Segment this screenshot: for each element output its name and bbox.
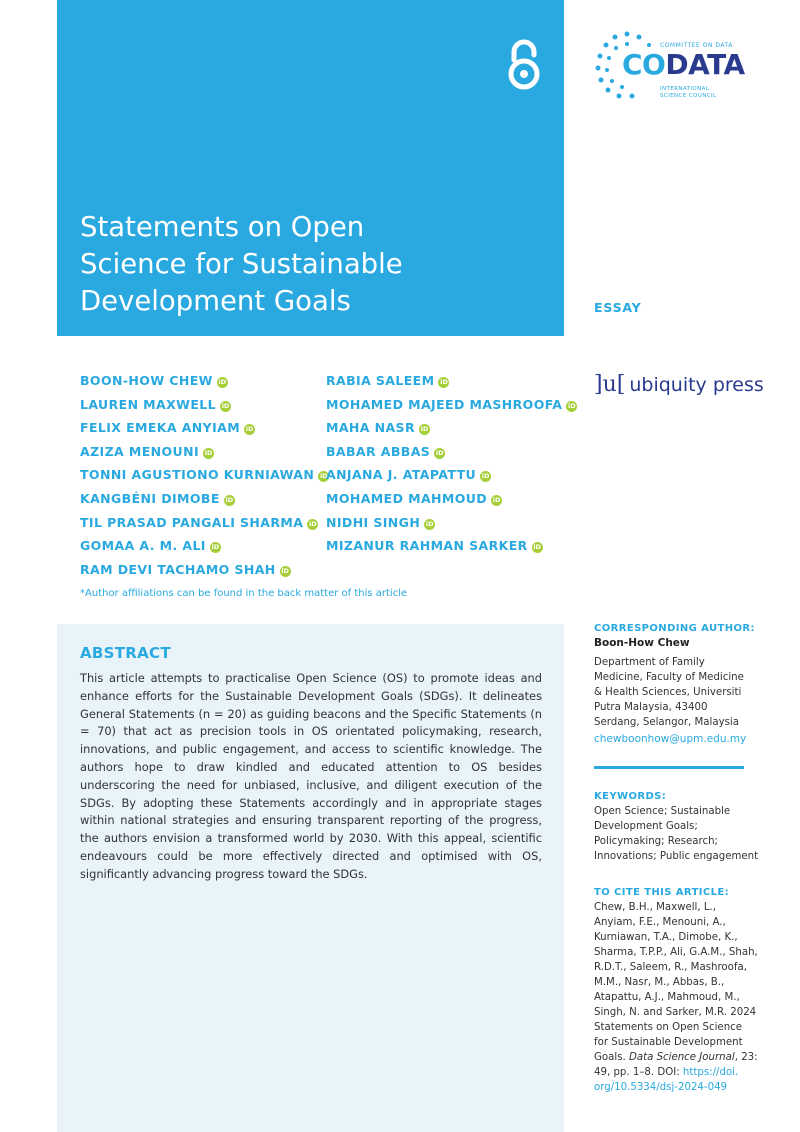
orcid-icon[interactable]: iD [420, 425, 429, 434]
publisher-name: ubiquity press [629, 374, 764, 396]
keywords-heading: KEYWORDS: [594, 791, 667, 802]
orcid-icon[interactable]: iD [533, 543, 541, 552]
citation-line: R.D.T., Saleem, R., Mashroofa, [594, 962, 747, 973]
codata-bottom-line: SCIENCE COUNCIL [660, 93, 717, 99]
author-name [80, 491, 235, 506]
author-label: MIZANUR RAHMAN SARKER [326, 538, 528, 554]
citation-line: Kurniawan, T.A., Dimobe, K., [594, 932, 738, 943]
doi-link-cont[interactable]: org/10.5334/dsj-2024-049 [594, 1082, 728, 1093]
author-label: TONNI AGUSTIONO KURNIAWAN [80, 467, 315, 483]
author-name [80, 467, 329, 482]
citation-text [594, 900, 758, 1095]
author-label: GOMAA A. M. ALI [80, 538, 206, 554]
citation-line: Sharma, T.P.P., Ali, G.A.M., Shah, [594, 947, 758, 958]
author-name [326, 491, 502, 506]
author-name [326, 538, 543, 553]
codata-wordmark [622, 48, 745, 81]
codata-logo [592, 30, 752, 102]
author-name [80, 538, 221, 553]
author-label: BABAR ABBAS [326, 443, 431, 459]
doi-link[interactable]: https://doi. [682, 1067, 739, 1078]
author-name [326, 373, 449, 388]
orcid-icon[interactable]: iD [218, 378, 227, 386]
orcid-icon[interactable]: iD [425, 519, 434, 528]
address-line: Medicine, Faculty of Medicine [594, 672, 744, 683]
author-label: BOON-HOW CHEW [80, 373, 213, 388]
orcid-icon[interactable]: iD [281, 566, 289, 575]
author-name [80, 373, 228, 388]
citation-line [594, 1080, 758, 1095]
author-label: FELIX EMEKA ANYIAM [80, 420, 241, 436]
citation-pages: 49, pp. 1–8. DOI: [594, 1067, 683, 1078]
citation-goals: Goals. [594, 1052, 626, 1063]
affiliation-note: *Author affiliations can be found in the back matter of this article [80, 588, 408, 599]
author-label: MAHA NASR [326, 420, 415, 436]
corresponding-address [594, 655, 744, 730]
corresponding-email-link[interactable]: chewboonhow@upm.edu.my [594, 733, 747, 745]
author-name [80, 562, 291, 577]
author-name [326, 420, 430, 435]
author-name [326, 397, 577, 412]
address-line: Putra Malaysia, 43400 [594, 702, 708, 713]
citation-line: Statements on Open Science [594, 1022, 743, 1033]
author-name [326, 515, 435, 530]
codata-data: DATA [665, 48, 745, 81]
author-label: LAUREN MAXWELL [80, 396, 216, 412]
abstract-text: This article attempts to practicalise Open Science (OS) to promote ideas and enhance efforts for the Sustainable Development Goals (SDGs). It delineates General Statements (n = 20) as guiding beacons and the Specific Statements (n = 70) that act as precision tools in OS orientated policymaking, research, innovations, and public engagement, and access to scientific knowledge. The authors hope to draw kindled and educated attention to OS besides underscoring the need for unbiased, inclusive, and diligent execution of the SDGs. By adopting these Statements accordingly and in appropriate stages within national strategies and ensuring transparent reporting of the progress, the authors envision a transformed world by 2030. With this appeal, scientific endeavours could be more effectively directed and optimised with OS, significantly advancing progress toward the SDGs. [80, 671, 542, 881]
abstract-heading: ABSTRACT [80, 644, 171, 662]
author-name [80, 515, 318, 530]
orcid-icon[interactable]: iD [245, 425, 254, 434]
keywords-list [594, 804, 758, 864]
citation-heading: TO CITE THIS ARTICLE: [594, 887, 730, 898]
citation-line [594, 1050, 758, 1065]
citation-line: Anyiam, F.E., Menouni, A., [594, 917, 726, 928]
codata-bottom-text [660, 86, 716, 100]
author-label: AZIZA MENOUNI [80, 443, 200, 459]
author-name [326, 444, 445, 459]
title-line: Development Goals [80, 285, 351, 317]
orcid-icon[interactable]: iD [435, 448, 444, 457]
publisher-logo [594, 372, 764, 397]
address-line: Serdang, Selangor, Malaysia [594, 717, 739, 728]
article-type: ESSAY [594, 300, 642, 315]
corresponding-name: Boon-How Chew [594, 637, 690, 649]
orcid-icon[interactable]: iD [308, 519, 317, 528]
keywords-line: Development Goals; [594, 821, 698, 832]
article-title [80, 209, 540, 320]
open-access-icon [505, 38, 543, 92]
author-label: TIL PRASAD PANGALI SHARMA [80, 514, 304, 530]
author-label: RAM DEVI TACHAMO SHAH [80, 561, 276, 577]
author-label: NIDHI SINGH [326, 514, 421, 530]
codata-top-text: COMMITTEE ON DATA [660, 42, 733, 49]
author-label: RABIA SALEEM [326, 373, 435, 388]
orcid-icon[interactable]: iD [204, 448, 213, 457]
address-line: Department of Family [594, 657, 705, 668]
codata-bottom-line: INTERNATIONAL [660, 86, 710, 92]
keywords-line: Innovations; Public engagement [594, 851, 759, 862]
citation-volume: , 23: [734, 1052, 758, 1063]
author-label: ANJANA J. ATAPATTU [326, 467, 477, 483]
orcid-icon[interactable]: iD [221, 401, 230, 410]
author-label: MOHAMED MAHMOUD [326, 491, 488, 506]
orcid-icon[interactable]: iD [492, 496, 501, 504]
address-line: & Health Sciences, Universiti [594, 687, 742, 698]
citation-line [594, 1065, 758, 1080]
orcid-icon[interactable]: iD [319, 472, 328, 481]
author-name [80, 444, 214, 459]
orcid-icon[interactable]: iD [440, 378, 448, 386]
orcid-icon[interactable]: iD [225, 496, 234, 504]
citation-line: Chew, B.H., Maxwell, L., [594, 902, 717, 913]
title-line: Statements on Open [80, 211, 365, 243]
citation-line: Atapattu, A.J., Mahmoud, M., [594, 992, 740, 1003]
author-name [80, 420, 255, 435]
journal-name: Data Science Journal [629, 1052, 735, 1063]
orcid-icon[interactable]: iD [481, 472, 490, 481]
citation-line: M.M., Nasr, M., Abbas, B., [594, 977, 725, 988]
author-label: MOHAMED MAJEED MASHROOFA [326, 396, 563, 412]
citation-line: for Sustainable Development [594, 1037, 743, 1048]
orcid-icon[interactable]: iD [211, 543, 220, 552]
keywords-line: Open Science; Sustainable [594, 806, 731, 817]
divider [594, 766, 744, 769]
publisher-mark: ]u[ [594, 372, 626, 397]
keywords-line: Policymaking; Research; [594, 836, 718, 847]
author-name [326, 467, 491, 482]
author-label: KANGBÉNI DIMOBE [80, 491, 220, 506]
title-line: Science for Sustainable [80, 248, 403, 280]
corresponding-heading: CORRESPONDING AUTHOR: [594, 623, 755, 634]
author-name [80, 397, 231, 412]
citation-line: Singh, N. and Sarker, M.R. 2024 [594, 1007, 757, 1018]
orcid-icon[interactable]: iD [568, 401, 576, 410]
codata-co: CO [622, 48, 666, 81]
